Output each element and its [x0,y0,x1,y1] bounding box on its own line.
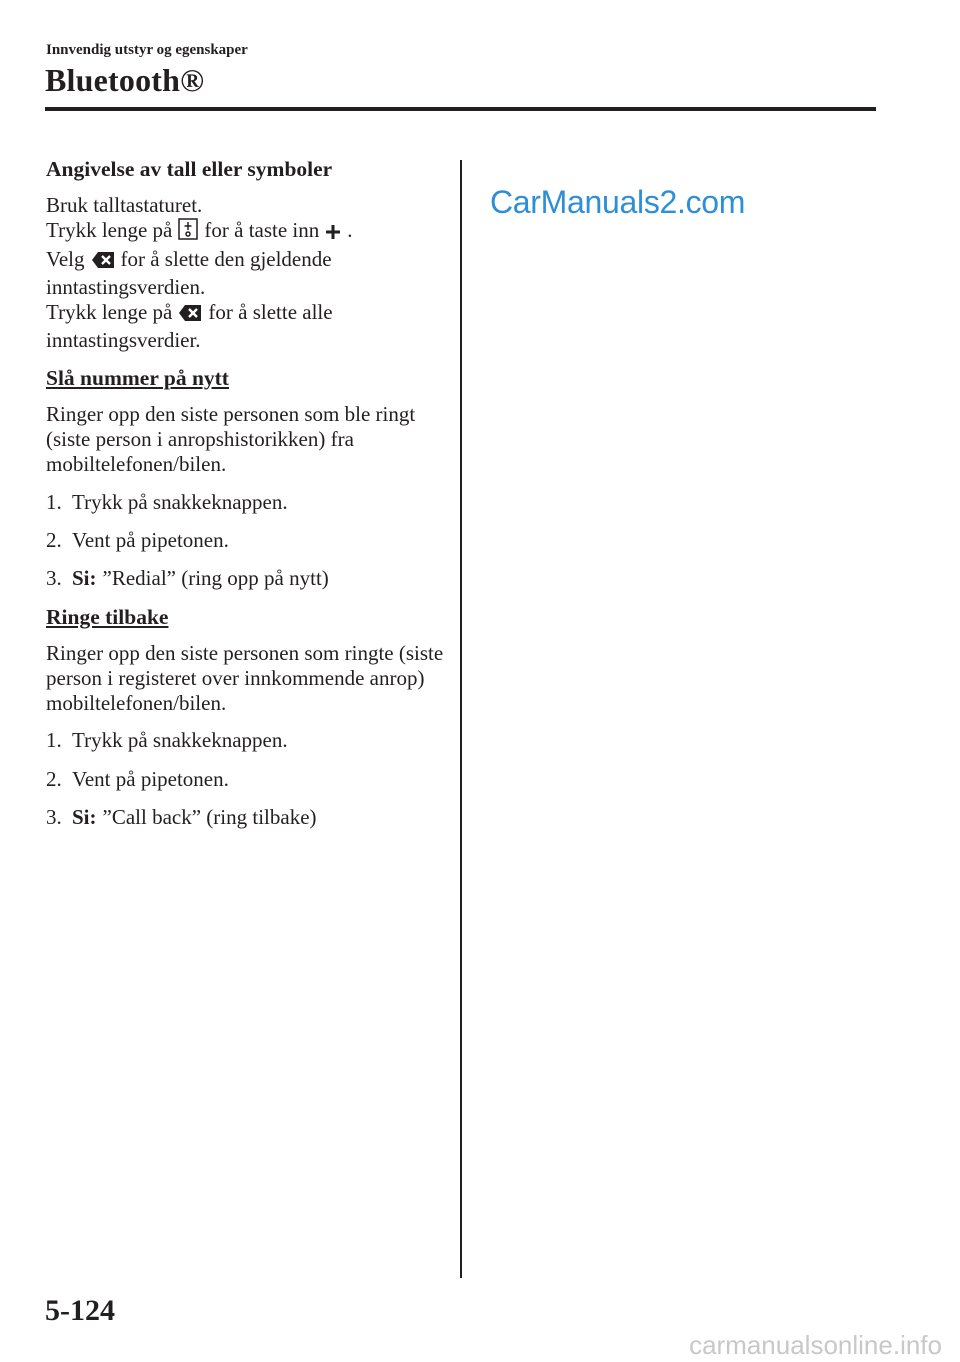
list-item [46,528,446,553]
delete-backspace-icon [178,303,202,328]
symbols-line4b: for å slette alle inntastingsverdier. [46,300,333,353]
symbols-line2b: for å taste inn [204,218,320,243]
list-item [46,490,446,515]
section-label: Innvendig utstyr og egenskaper [46,42,248,58]
step-text: ”Redial” (ring opp på nytt) [102,566,329,591]
symbols-line2a: Trykk lenge på [46,218,173,243]
symbols-line3a: Velg [46,246,85,271]
step-text: Trykk på snakkeknappen. [72,728,288,753]
footer-watermark[interactable]: carmanualsonline.info [689,1330,942,1360]
symbols-line4a: Trykk lenge på [46,300,173,325]
list-item [46,805,446,830]
step-number: 3. [46,805,62,830]
step-text: ”Call back” (ring tilbake) [102,805,317,830]
delete-backspace-icon [91,250,115,275]
callback-heading: Ringe tilbake [46,604,169,629]
list-item [46,566,446,591]
symbols-line2c: . [347,218,353,243]
step-number: 1. [46,728,62,753]
list-item [46,728,446,753]
column-divider [460,160,462,1278]
callback-steps [46,728,446,830]
watermark-link[interactable]: CarManuals2.com [490,184,746,220]
list-item [46,767,446,792]
redial-steps [46,490,446,592]
step-number: 1. [46,489,62,514]
redial-heading: Slå nummer på nytt [46,365,229,390]
step-text: Vent på pipetonen. [72,527,229,552]
symbols-heading: Angivelse av tall eller symboler [46,157,333,181]
step-number: 2. [46,527,62,552]
step-text: Trykk på snakkeknappen. [72,489,288,514]
plus-icon [325,221,341,246]
hold-key-icon [178,218,198,246]
page-number: 5-124 [45,1294,115,1327]
step-number: 2. [46,766,62,791]
page-title: Bluetooth® [45,62,205,98]
title-rule [45,107,876,111]
symbols-line1: Bruk talltastaturet. [46,193,203,217]
left-column [46,157,446,843]
redial-intro: Ringer opp den siste personen som ble ringt (siste person i anropshistorikken) fra mobiltelefonen/bilen. [46,401,416,477]
step-label: Si: [72,805,97,830]
step-number: 3. [46,566,62,591]
symbols-line3b: for å slette den gjeldende inntastingsverdien. [46,246,332,299]
callback-intro: Ringer opp den siste personen som ringte (siste person i registeret over innkommende anrop) mobiltelefonen/bilen. [46,640,444,716]
step-label: Si: [72,566,97,591]
step-text: Vent på pipetonen. [72,766,229,791]
symbols-paragraph [46,193,446,354]
